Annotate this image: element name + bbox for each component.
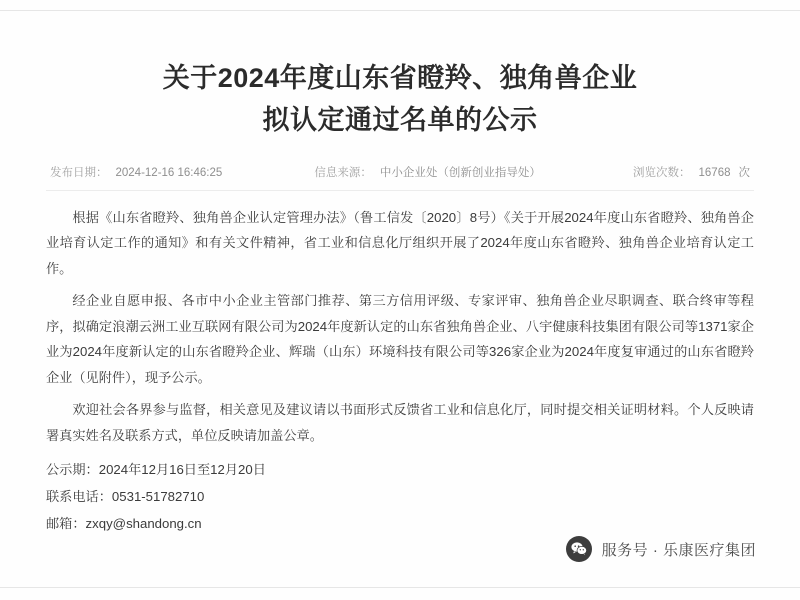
paragraph: 根据《山东省瞪羚、独角兽企业认定管理办法》（鲁工信发〔2020〕8号）《关于开展2024年度山东省瞪羚、独角兽企业培育认定工作的通知》和有关文件精神，省工业和信息化厅组织开展了2024年度山东省瞪羚、独角兽企业培育认定工作。: [46, 209, 754, 277]
view-count-unit: 次: [738, 166, 750, 179]
contact-phone: 联系电话：0531-51782710: [46, 489, 205, 505]
document-tail: [46, 456, 754, 537]
wechat-icon: [566, 536, 592, 562]
source-label: 信息来源：: [314, 166, 372, 179]
document-meta: [46, 164, 754, 180]
contact-email: 邮箱：zxqy@shandong.cn: [46, 516, 202, 532]
view-count-label: 浏览次数：: [633, 166, 691, 179]
meta-divider: [46, 190, 754, 191]
source: [314, 164, 541, 180]
bottom-divider: [0, 587, 800, 588]
publish-date: [50, 164, 222, 180]
view-count-value: 16768: [698, 166, 731, 179]
document-body: [46, 205, 754, 449]
page-title-line-1: 关于2024年度山东省瞪羚、独角兽企业: [162, 63, 638, 93]
view-count: [633, 164, 750, 180]
publish-date-value: 2024-12-16 16:46:25: [115, 166, 223, 179]
paragraph: 经企业自愿申报、各市中小企业主管部门推荐、第三方信用评级、专家评审、独角兽企业尽职调查、联合终审等程序，拟确定浪潮云洲工业互联网有限公司为2024年度新认定的山东省独角兽企业、八宇健康科技集团有限公司等1371家企业为2024年度新认定的山东省瞪羚企业、辉瑞（山东）环境科技有限公司等326家企业为2024年度复审通过的山东省瞪羚企业（见附件），现予公示。: [46, 292, 754, 386]
page-title: [46, 58, 754, 142]
source-value: 中小企业处（创新创业指导处）: [379, 166, 541, 179]
page-title-line-2: 拟认定通过名单的公示: [262, 104, 538, 135]
paragraph: 欢迎社会各界参与监督，相关意见及建议请以书面形式反馈省工业和信息化厅，同时提交相关证明材料。个人反映请署真实姓名及联系方式，单位反映请加盖公章。: [46, 401, 754, 443]
publish-date-label: 发布日期：: [50, 166, 108, 179]
footer-watermark: [566, 536, 756, 562]
publicity-period: 公示期：2024年12月16日至12月20日: [46, 462, 266, 478]
footer-label: 服务号 · 乐康医疗集团: [601, 541, 756, 559]
